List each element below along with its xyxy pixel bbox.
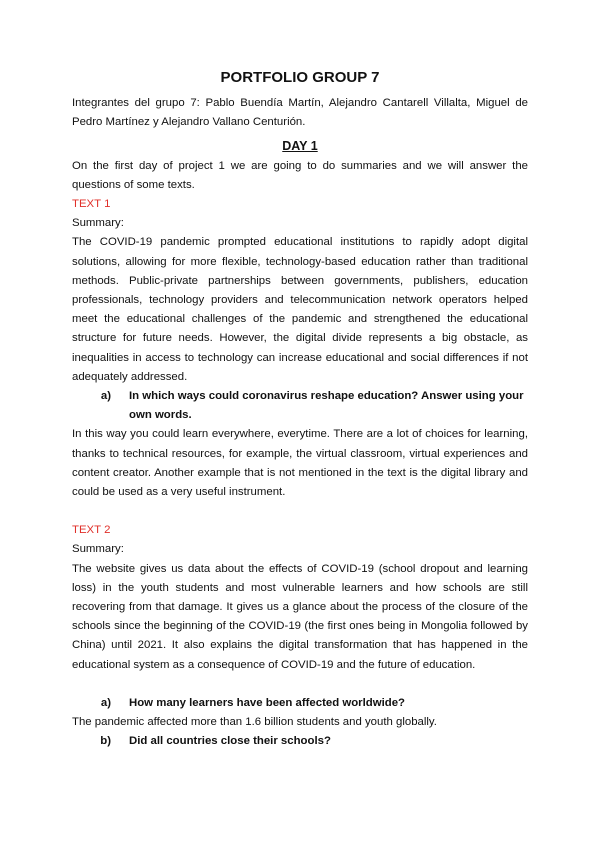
- text1-summary: The COVID-19 pandemic prompted educational institutions to rapidly adopt digital solutions, allowing for more flexible, technology-based education rather than traditional methods. Public-private partnerships between governments, publishers, education professionals, technology providers and telecommunication network operators helped meet the educational challenges of the pandemic and strengthened the educational structure for future needs. However, the digital divide represents a big obstacle, as inequalities in access to technology can increase educational and social differences if not adequately addressed.: [72, 236, 528, 383]
- question-letter: a): [100, 390, 111, 403]
- question-letter: a): [100, 696, 111, 709]
- document-title: PORTFOLIO GROUP 7: [220, 69, 380, 86]
- text2-heading: TEXT 2: [72, 524, 111, 537]
- intro-paragraph: On the first day of project 1 we are going to do summaries and we will answer the questions of some texts.: [72, 159, 528, 191]
- day-heading: DAY 1: [282, 139, 318, 154]
- question-text: In which ways could coronavirus reshape education? Answer using your own words.: [129, 390, 524, 422]
- text1-answer: In this way you could learn everywhere, everytime. There are a lot of choices for learning, thanks to technical resources, for example, the virtual classroom, virtual experiences and content creator. Another example that is not mentioned in the text is the digital library and could be used as a very useful instrument.: [72, 428, 528, 499]
- question-letter: b): [100, 735, 111, 748]
- text2-summary: The website gives us data about the effects of COVID-19 (school dropout and learning loss) in the youth students and most vulnerable learners and how schools are still recovering from that damage. It gives us a glance about the process of the closure of the schools since the beginning of the COVID-19 (the first ones being in Mongolia followed by China) until 2021. It also explains the digital transformation that has happened in the educational system as a consequence of COVID-19 and the future of education.: [72, 562, 528, 671]
- text1-summary-label: Summary:: [72, 217, 124, 230]
- text2-question-2: [72, 732, 528, 751]
- text2-question-1: [72, 694, 528, 713]
- text2-summary-label: Summary:: [72, 543, 124, 556]
- text2-answer-1: The pandemic affected more than 1.6 billion students and youth globally.: [72, 716, 437, 729]
- question-text: How many learners have been affected worldwide?: [129, 696, 405, 709]
- text1-heading: TEXT 1: [72, 198, 111, 211]
- group-members: Integrantes del grupo 7: Pablo Buendía Martín, Alejandro Cantarell Villalta, Miguel de Pedro Martínez y Alejandro Vallano Centurión.: [72, 97, 528, 129]
- document-page: [72, 68, 528, 752]
- text1-question: [72, 387, 528, 425]
- question-text: Did all countries close their schools?: [129, 735, 331, 748]
